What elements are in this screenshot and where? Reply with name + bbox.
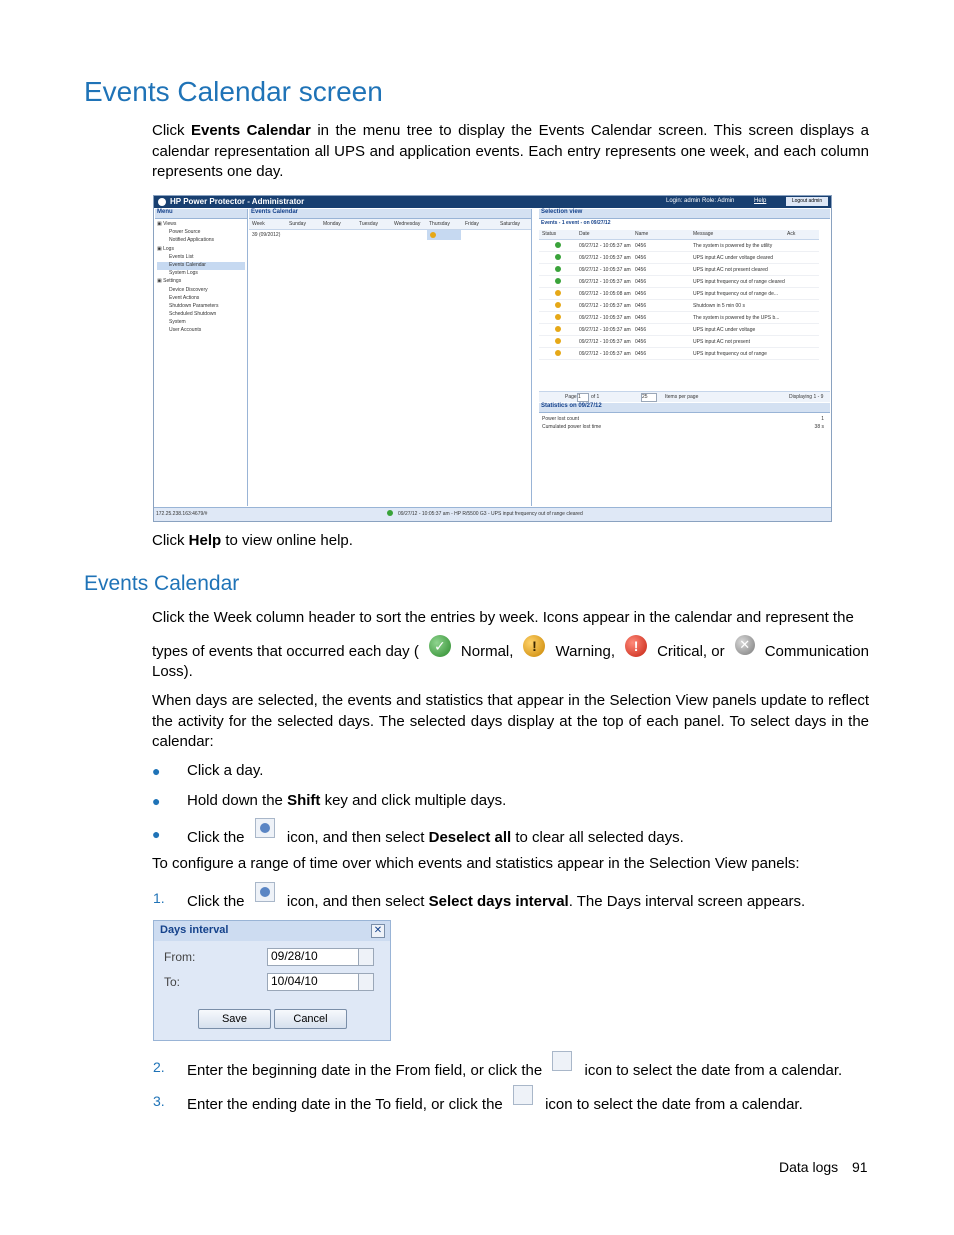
paragraph-selection: When days are selected, the events and statistics that appear in the Selection View panels update to reflect the activity for the selected days. The selected days display at the top of each panel. To select days in the calendar:: [152, 692, 869, 750]
event-date: 09/27/12 - 10:05:37 am: [579, 303, 631, 309]
normal-icon: [555, 278, 561, 284]
pager-display-info: Displaying 1 - 9: [789, 394, 824, 400]
events-table-header: [539, 230, 819, 240]
event-message: The system is powered by the utility: [693, 243, 773, 249]
warning-icon: [555, 290, 561, 296]
events-table-row[interactable]: [539, 264, 819, 276]
to-calendar-icon[interactable]: [358, 973, 374, 991]
menu-item-system-logs[interactable]: System Logs: [169, 270, 198, 277]
event-message: UPS input frequency out of range cleared: [693, 279, 785, 285]
bullet-text-1: Click a day.: [187, 762, 264, 779]
menu-tree-list: [157, 221, 245, 336]
warning-status-icon: !: [523, 635, 545, 657]
event-name: 0456: [635, 291, 647, 297]
menu-item-events-list[interactable]: Events List: [169, 253, 194, 260]
events-table-row[interactable]: [539, 276, 819, 288]
events-table-body: [539, 240, 819, 360]
from-date-input[interactable]: 09/28/10: [267, 948, 369, 966]
menu-item-views[interactable]: ▣ Views: [157, 221, 177, 227]
page-title: Events Calendar screen: [84, 76, 383, 107]
events-table-row[interactable]: [539, 288, 819, 300]
normal-icon: [555, 242, 561, 248]
events-table-row[interactable]: [539, 240, 819, 252]
event-message: The system is powered by the UPS b...: [693, 315, 780, 321]
calendar-col-friday[interactable]: Friday: [465, 221, 479, 227]
event-name: 0456: [635, 315, 647, 321]
menu-item-notified-applications[interactable]: Notified Applications: [169, 237, 215, 244]
dialog-titlebar: [154, 921, 390, 941]
calendar-panel-header: [249, 209, 531, 219]
calendar-col-sunday[interactable]: Sunday: [289, 221, 306, 227]
intro-text-2: in the menu tree to display the Events Calendar screen. This screen displays a calendar representation all UPS and application events. Each entry represents one week, and each column represents one day.: [152, 122, 869, 180]
stat-row: Cumulated power lost time 38 s: [542, 424, 824, 430]
close-icon[interactable]: ✕: [371, 924, 385, 938]
menu-item-shutdown-parameters[interactable]: Shutdown Parameters: [169, 302, 219, 309]
events-col-message[interactable]: Message: [693, 231, 714, 237]
step-number: 2.: [153, 1059, 165, 1075]
intro-text-1: Click: [152, 122, 191, 139]
help-link[interactable]: Help: [754, 198, 767, 204]
menu-panel-header: [155, 209, 247, 219]
pager-items-label: Items per page: [665, 394, 699, 400]
menu-item-power-source[interactable]: Power Source: [169, 229, 201, 236]
calendar-week-row[interactable]: [249, 230, 531, 240]
communication-loss-icon: ✕: [735, 635, 755, 655]
event-name: 0456: [635, 339, 647, 345]
calendar-col-week[interactable]: Week: [252, 221, 265, 227]
intro-paragraph: [152, 121, 869, 183]
event-date: 09/27/12 - 10:05:37 am: [579, 243, 631, 249]
calendar-icon: [552, 1051, 572, 1071]
from-calendar-icon[interactable]: [358, 948, 374, 966]
calendar-col-tuesday[interactable]: Tuesday: [359, 221, 378, 227]
selection-panel-title: Selection view: [541, 209, 583, 215]
paragraph-icons: types of events that occurred each day ( ✓ Normal, ! Warning, ! Critical, or ✕ Communication: [152, 637, 869, 660]
calendar-col-monday[interactable]: Monday: [323, 221, 341, 227]
events-col-date[interactable]: Date: [579, 231, 590, 237]
selection-view-panel: [539, 209, 830, 506]
event-date: 09/27/12 - 10:05:37 am: [579, 339, 631, 345]
calendar-col-saturday[interactable]: Saturday: [500, 221, 521, 227]
step-1-text: Click the icon, and then select Select days interval. The Days interval screen appears.: [187, 888, 805, 913]
calendar-col-wednesday[interactable]: Wednesday: [394, 221, 421, 227]
bullet-item: [152, 791, 160, 813]
events-table-row[interactable]: [539, 252, 819, 264]
event-name: 0456: [635, 243, 647, 249]
calendar-col-thursday[interactable]: Thursday: [429, 221, 450, 227]
app-titlebar: [154, 196, 831, 208]
cancel-button[interactable]: Cancel: [274, 1009, 347, 1029]
stat-row: Power lost count 1: [542, 416, 824, 422]
bullet-icon: ●: [152, 793, 161, 809]
menu-item-event-actions[interactable]: Event Actions: [169, 294, 200, 301]
event-date: 09/27/12 - 10:05:37 am: [579, 327, 631, 333]
event-date: 09/27/12 - 10:05:08 am: [579, 291, 631, 297]
critical-status-icon: !: [625, 635, 647, 657]
footer-page-number: 91: [852, 1159, 868, 1175]
events-table-row[interactable]: [539, 312, 819, 324]
calendar-icon: [513, 1085, 533, 1105]
calendar-panel-title: Events Calendar: [251, 209, 299, 215]
events-table-row[interactable]: [539, 300, 819, 312]
event-message: UPS input frequency out of range: [693, 351, 767, 357]
status-address: 172.25.238.163:4679/#: [156, 511, 208, 517]
step-number: 3.: [153, 1093, 165, 1109]
menu-item-user-accounts[interactable]: User Accounts: [169, 327, 202, 334]
event-date: 09/27/12 - 10:05:37 am: [579, 255, 631, 261]
events-pager: [539, 391, 830, 402]
event-name: 0456: [635, 267, 647, 273]
stats-list: [542, 416, 824, 432]
menu-item-system[interactable]: System: [169, 319, 186, 326]
step-number: 1.: [153, 890, 165, 906]
calendar-day-cell-thursday[interactable]: [427, 230, 461, 240]
hp-logo-icon: [158, 198, 166, 206]
pager-page-input[interactable]: 1: [577, 393, 589, 402]
app-statusbar: [154, 507, 831, 522]
step-3-text: Enter the ending date in the To field, or click the icon to select the date from a calendar.: [187, 1091, 803, 1116]
status-last-event: 09/27/12 - 10:05:37 am - HP R/5500 G3 - UPS input frequency out of range cleared: [398, 511, 583, 517]
calendar-week-label: 39 (09/2012): [252, 232, 281, 238]
events-table-row[interactable]: [539, 336, 819, 348]
save-button[interactable]: Save: [198, 1009, 271, 1029]
events-col-name[interactable]: Name: [635, 231, 649, 237]
selection-panel-header: [539, 209, 830, 219]
normal-status-icon: ✓: [429, 635, 451, 657]
paragraph-configure: To configure a range of time over which events and statistics appear in the Selection View panels:: [152, 855, 800, 872]
event-date: 09/27/12 - 10:05:37 am: [579, 351, 631, 357]
event-name: 0456: [635, 351, 647, 357]
warning-icon: [555, 302, 561, 308]
from-label: From:: [164, 950, 196, 964]
menu-item-scheduled-shutdown[interactable]: Scheduled Shutdown: [169, 311, 217, 318]
days-interval-dialog: [153, 920, 391, 1041]
menu-item-logs[interactable]: ▣ Logs: [157, 245, 174, 252]
app-title: HP Power Protector - Administrator: [170, 197, 305, 206]
paragraph-sort: Click the Week column header to sort the entries by week. Icons appear in the calendar and represent the: [152, 609, 854, 626]
login-info: Login: admin Role: Admin: [666, 198, 735, 204]
warning-icon: [555, 350, 561, 356]
events-table-row[interactable]: [539, 324, 819, 336]
events-header: Events - 1 event - on 09/27/12: [541, 220, 611, 226]
bullet-icon: ●: [152, 763, 161, 779]
warning-icon: [430, 232, 436, 238]
events-calendar-panel: [249, 209, 532, 506]
warning-icon: [555, 326, 561, 332]
event-name: 0456: [635, 327, 647, 333]
event-message: UPS input AC not present: [693, 339, 750, 345]
event-message: UPS input AC not present cleared: [693, 267, 768, 273]
menu-item-device-discovery[interactable]: Device Discovery: [169, 286, 208, 293]
pager-items-select[interactable]: 25: [641, 393, 657, 402]
event-message: UPS input AC under voltage: [693, 327, 756, 333]
gear-icon: [255, 818, 275, 838]
normal-icon: [555, 266, 561, 272]
event-name: 0456: [635, 279, 647, 285]
step-2-text: Enter the beginning date in the From field, or click the icon to select the date from a calendar.: [187, 1057, 842, 1082]
gear-icon: [255, 882, 275, 902]
warning-icon: [555, 314, 561, 320]
menu-item-settings[interactable]: ▣ Settings: [157, 278, 182, 285]
event-message: UPS input AC under voltage cleared: [693, 255, 774, 261]
to-label: To:: [164, 975, 181, 989]
bullet-icon: ●: [152, 826, 161, 842]
event-message: Shutdown in 5 min 00 s: [693, 303, 745, 309]
event-date: 09/27/12 - 10:05:37 am: [579, 267, 631, 273]
stats-panel-title: Statistics on 09/27/12: [541, 403, 602, 409]
dialog-title: Days interval: [160, 924, 229, 936]
paragraph-icons-end: Loss).: [152, 663, 193, 680]
app-screenshot: [153, 195, 832, 522]
event-date: 09/27/12 - 10:05:37 am: [579, 315, 631, 321]
normal-icon: [555, 254, 561, 260]
footer-section: Data logs: [779, 1159, 839, 1175]
pager-of-label: of 1: [591, 394, 600, 400]
section-heading: Events Calendar: [84, 572, 240, 595]
status-ok-icon: [387, 510, 393, 516]
to-date-input[interactable]: 10/04/10: [267, 973, 369, 991]
help-paragraph: Click Help to view online help.: [152, 532, 353, 549]
stats-panel-header: [539, 403, 830, 413]
logout-button[interactable]: Logout admin: [786, 197, 828, 206]
calendar-header-row: [249, 219, 531, 230]
bullet-item: [152, 761, 160, 783]
events-table-row[interactable]: [539, 348, 819, 360]
help-bold: Help: [188, 532, 222, 549]
menu-panel-title: Menu: [157, 209, 173, 215]
event-name: 0456: [635, 255, 647, 261]
pager-page-label: Page: [565, 394, 577, 400]
event-date: 09/27/12 - 10:05:37 am: [579, 279, 631, 285]
event-message: UPS input frequency out of range de...: [693, 291, 779, 297]
bullet-item: [152, 824, 160, 846]
warning-icon: [555, 338, 561, 344]
intro-bold: Events Calendar: [190, 122, 311, 139]
menu-tree-panel: [155, 209, 248, 506]
event-name: 0456: [635, 303, 647, 309]
events-col-ack[interactable]: Ack: [787, 231, 796, 237]
menu-item-events-calendar[interactable]: Events Calendar: [157, 262, 245, 270]
bullet-text-2: Hold down the Shift key and click multiple days.: [187, 792, 507, 809]
events-col-status[interactable]: Status: [542, 231, 557, 237]
bullet-text-3: Click the icon, and then select Deselect all to clear all selected days.: [187, 824, 684, 849]
